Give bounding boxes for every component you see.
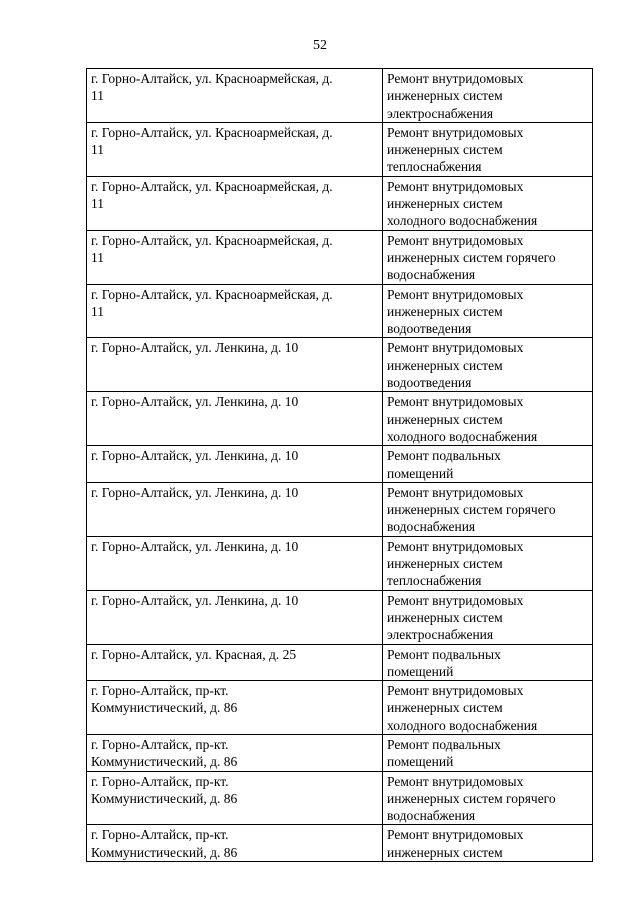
table-row xyxy=(87,338,593,392)
address-text: г. Горно-Алтайск, пр-кт. Коммунистический, д. 86 xyxy=(91,683,238,716)
address-text: г. Горно-Алтайск, ул. Красноармейская, д. 11 xyxy=(91,232,333,265)
table-row xyxy=(87,590,593,644)
address-cell xyxy=(87,230,383,284)
work-type-text: Ремонт внутридомовых инженерных систем холодного водоснабжения xyxy=(387,683,538,733)
table-row xyxy=(87,644,593,681)
table-row xyxy=(87,284,593,338)
address-cell xyxy=(87,284,383,338)
table-row xyxy=(87,681,593,735)
table-row xyxy=(87,176,593,230)
address-text: г. Горно-Алтайск, ул. Ленкина, д. 10 xyxy=(91,340,299,356)
page-number: 52 xyxy=(313,38,327,53)
work-type-cell xyxy=(383,771,593,825)
address-text: г. Горно-Алтайск, пр-кт. Коммунистический, д. 86 xyxy=(91,773,238,806)
address-cell xyxy=(87,734,383,771)
work-type-text: Ремонт внутридомовых инженерных систем горячего водоснабжения xyxy=(387,773,556,824)
work-type-text: Ремонт внутридомовых инженерных систем xyxy=(387,827,524,860)
work-type-text: Ремонт подвальных помещений xyxy=(387,736,501,770)
work-type-cell xyxy=(383,338,593,392)
address-text: г. Горно-Алтайск, ул. Красноармейская, д. 11 xyxy=(91,286,333,319)
work-type-cell xyxy=(383,446,593,483)
work-type-text: Ремонт подвальных помещений xyxy=(387,448,501,481)
works-table xyxy=(86,68,593,862)
table-row xyxy=(87,446,593,483)
work-type-cell xyxy=(383,230,593,284)
address-cell xyxy=(87,825,383,862)
address-cell xyxy=(87,771,383,825)
table-row xyxy=(87,734,593,771)
work-type-text: Ремонт внутридомовых инженерных систем электроснабжения xyxy=(387,592,524,643)
address-text: г. Горно-Алтайск, ул. Красная, д. 25 xyxy=(91,646,297,662)
work-type-text: Ремонт внутридомовых инженерных систем горячего водоснабжения xyxy=(387,232,556,283)
address-cell xyxy=(87,69,383,123)
table-row xyxy=(87,69,593,123)
work-type-text: Ремонт внутридомовых инженерных систем теплоснабжения xyxy=(387,124,524,175)
address-cell xyxy=(87,590,383,644)
work-type-cell xyxy=(383,122,593,176)
address-cell xyxy=(87,644,383,681)
address-cell xyxy=(87,392,383,446)
work-type-text: Ремонт внутридомовых инженерных систем электроснабжения xyxy=(387,71,524,121)
address-text: г. Горно-Алтайск, пр-кт. Коммунистический, д. 86 xyxy=(91,827,238,860)
work-type-cell xyxy=(383,482,593,536)
work-type-cell xyxy=(383,681,593,735)
address-cell xyxy=(87,176,383,230)
table-row xyxy=(87,825,593,862)
address-cell xyxy=(87,338,383,392)
address-text: г. Горно-Алтайск, ул. Красноармейская, д. 11 xyxy=(91,71,333,104)
address-text: г. Горно-Алтайск, ул. Ленкина, д. 10 xyxy=(91,484,299,500)
address-text: г. Горно-Алтайск, пр-кт. Коммунистический, д. 86 xyxy=(91,736,238,770)
work-type-text: Ремонт подвальных помещений xyxy=(387,646,501,679)
work-type-cell xyxy=(383,536,593,590)
work-type-cell xyxy=(383,69,593,123)
work-type-cell xyxy=(383,644,593,681)
address-cell xyxy=(87,681,383,735)
work-type-cell xyxy=(383,734,593,771)
work-type-cell xyxy=(383,825,593,862)
address-text: г. Горно-Алтайск, ул. Ленкина, д. 10 xyxy=(91,592,299,608)
work-type-cell xyxy=(383,176,593,230)
work-type-text: Ремонт внутридомовых инженерных систем водоотведения xyxy=(387,340,524,391)
work-type-text: Ремонт внутридомовых инженерных систем водоотведения xyxy=(387,286,524,337)
address-cell xyxy=(87,122,383,176)
address-cell xyxy=(87,536,383,590)
table-row xyxy=(87,771,593,825)
work-type-cell xyxy=(383,392,593,446)
work-type-text: Ремонт внутридомовых инженерных систем холодного водоснабжения xyxy=(387,178,538,229)
address-text: г. Горно-Алтайск, ул. Ленкина, д. 10 xyxy=(91,538,299,554)
table-row xyxy=(87,230,593,284)
table-row xyxy=(87,482,593,536)
address-text: г. Горно-Алтайск, ул. Красноармейская, д. 11 xyxy=(91,178,333,212)
work-type-text: Ремонт внутридомовых инженерных систем холодного водоснабжения xyxy=(387,394,538,444)
works-table-body xyxy=(87,69,593,862)
table-row xyxy=(87,392,593,446)
address-text: г. Горно-Алтайск, ул. Красноармейская, д. 11 xyxy=(91,124,333,158)
work-type-text: Ремонт внутридомовых инженерных систем горячего водоснабжения xyxy=(387,484,556,535)
work-type-cell xyxy=(383,590,593,644)
address-cell xyxy=(87,482,383,536)
work-type-text: Ремонт внутридомовых инженерных систем теплоснабжения xyxy=(387,538,524,589)
table-row xyxy=(87,122,593,176)
table-row xyxy=(87,536,593,590)
address-cell xyxy=(87,446,383,483)
address-text: г. Горно-Алтайск, ул. Ленкина, д. 10 xyxy=(91,448,299,464)
address-text: г. Горно-Алтайск, ул. Ленкина, д. 10 xyxy=(91,394,299,410)
work-type-cell xyxy=(383,284,593,338)
